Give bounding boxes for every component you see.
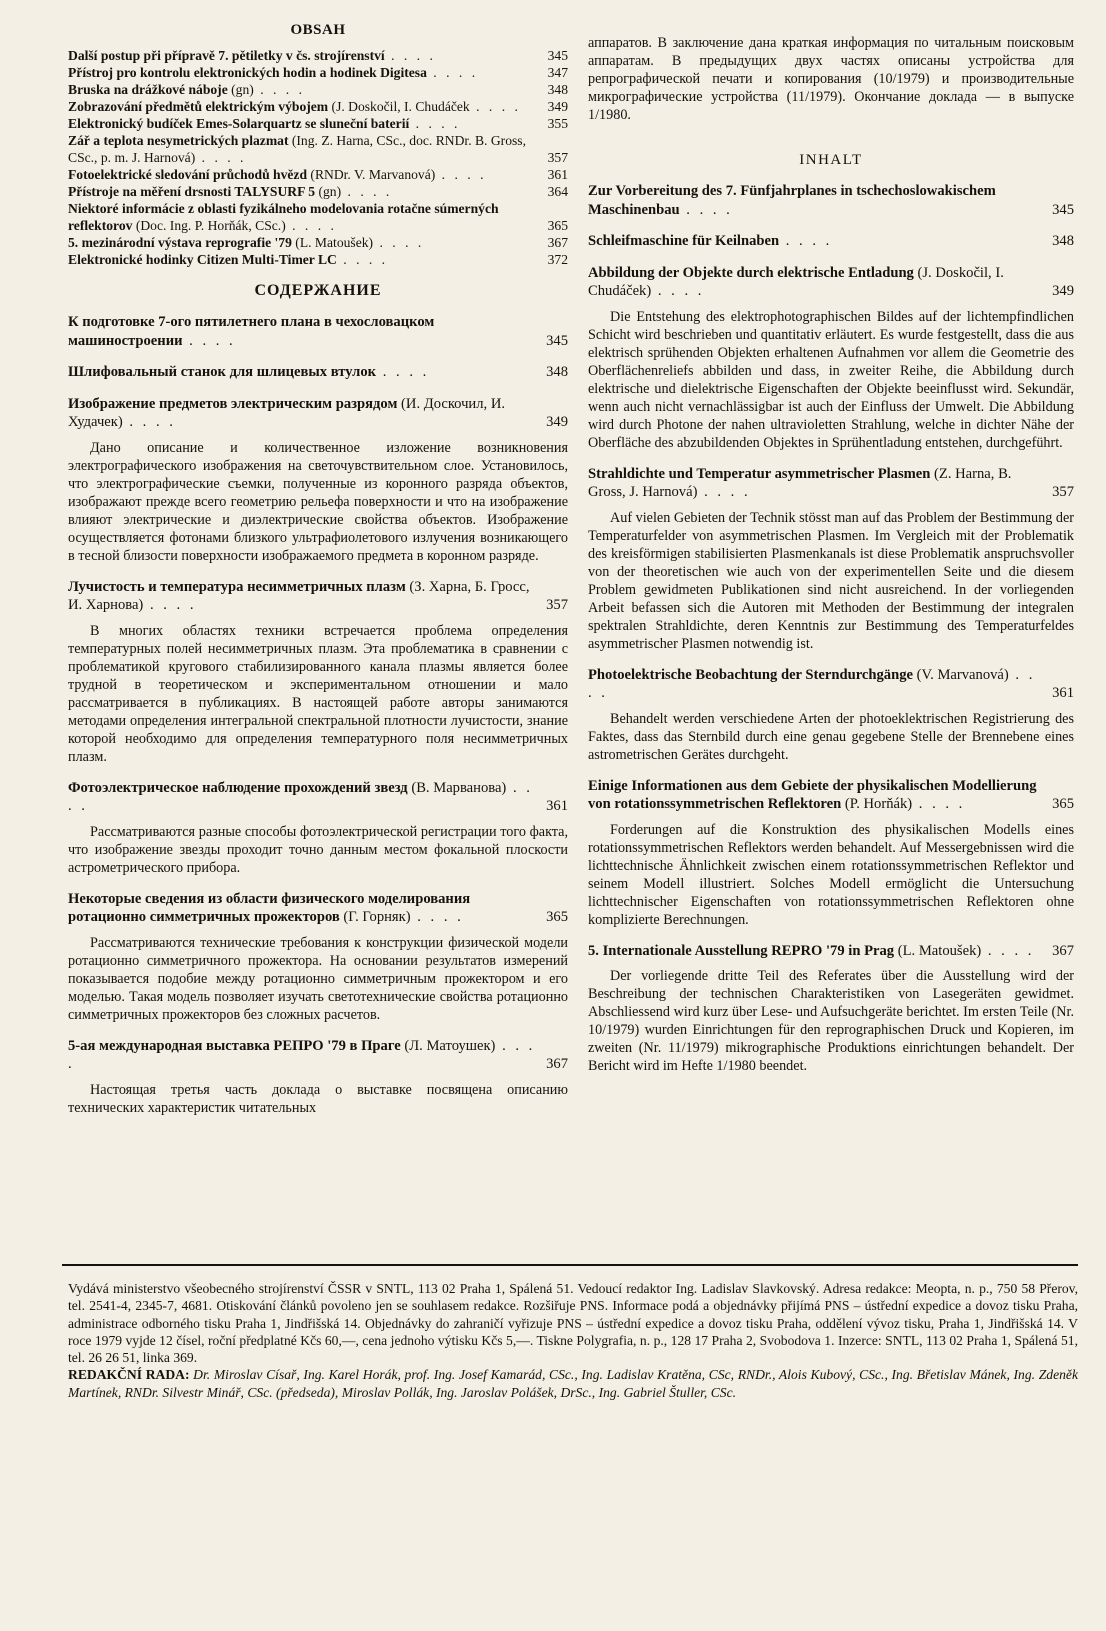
entry-title: Elektronické hodinky Citizen Multi-Timer LC	[68, 252, 337, 267]
entry-title: Fotoelektrické sledování průchodů hvězd	[68, 167, 308, 182]
entry-abstract: Forderungen auf die Konstruktion des physikalischen Modells eines rotationssymmetrischen Reflektors werden behandelt. Auf Messergebnissen wird die lichttechnische Ähnlichkeit zwischen einem rotationssymmetrischen Reflektor und seinem Modell illustriert. Solches Modell ermöglicht die Untersuchung lichttechnischer Eigenschaften von rotationssymmetrischen Reflektoren ohne komplizierte Berechnungen.	[588, 821, 1074, 928]
entry-page-number: 361	[1052, 685, 1074, 701]
entry-title: Schleifmaschine für Keilnaben	[588, 233, 780, 249]
entry-title: Abbildung der Objekte durch elektrische Entladung	[588, 264, 914, 281]
toc-entry	[588, 182, 1074, 219]
entry-page-number: 357	[1052, 484, 1074, 500]
entry-page-number: 348	[546, 364, 568, 380]
leader-dots: . . . .	[376, 364, 430, 380]
imprint-footer	[68, 1280, 1078, 1401]
leader-dots: . . . .	[697, 484, 751, 500]
leader-dots: . . . .	[373, 235, 425, 250]
toc-entry	[588, 666, 1074, 703]
soderzhanie-list	[68, 313, 568, 1117]
toc-entry	[68, 132, 568, 166]
entry-author: (gn)	[227, 82, 254, 97]
toc-entry	[588, 465, 1074, 502]
entry-author: (Ing. Z. Harna, CSc., doc. RNDr. B. Gross, CSc., p. m. J. Harnová)	[68, 133, 526, 165]
inhalt-heading: INHALT	[799, 152, 863, 168]
leader-dots: . . . .	[779, 233, 833, 249]
entry-page-number: 367	[547, 235, 568, 250]
entry-author: (V. Marvanová)	[912, 666, 1009, 683]
leader-dots: . . . .	[409, 116, 461, 131]
entry-title: Лучистость и температура несимметричных плазм	[68, 578, 406, 595]
entry-abstract: Дано описание и количественное изложение возникновения электрографического изображения на светочувствительном слое. Установилось, что электрографические съемки, полученные из коронного разряда объектов, изображают прежде всего геометрию рельефа поверхности и что на изображение влияют электрические и диэлектрические свойства объектов. Изображение осуществляется фотонами близкого ультрафиолетового излучения возникающего в тесной близости поверхности изображаемого предмета в коронном разряде.	[68, 439, 568, 564]
leader-dots: . . . .	[435, 167, 487, 182]
entry-author: (В. Марванова)	[407, 779, 507, 796]
leader-dots: . . . .	[122, 414, 176, 430]
entry-title: Некоторые сведения из области физического моделирования ротационно симметричных прожекторов	[68, 890, 471, 925]
entry-title: Přístroje na měření drsnosti TALYSURF 5	[68, 184, 316, 199]
entry-author: (Z. Harna, B. Gross, J. Harnová)	[588, 465, 1012, 500]
continued-abstract: аппаратов. В заключение дана краткая информация по читальным поисковым аппаратам. В предыдущих двух частях описаны устройства для репрографической печати и копирования (10/1979) и производительные микрографические устройства (11/1979). Окончание доклада — в выпуске 1/1980.	[588, 35, 1074, 123]
toc-entry	[68, 313, 568, 350]
entry-page-number: 357	[547, 150, 568, 165]
entry-title: Einige Informationen aus dem Gebiete der physikalischen Modellierung von rotationssymmetrischen Reflektoren	[588, 777, 1037, 812]
leader-dots: . . . .	[182, 332, 236, 349]
toc-entry	[588, 777, 1074, 814]
leader-dots: . . . .	[195, 150, 247, 165]
entry-page-number: 348	[1052, 233, 1074, 249]
toc-entry	[68, 395, 568, 432]
imprint-text: Vydává ministerstvo všeobecného strojírenství ČSSR v SNTL, 113 02 Praha 1, Spálená 51. Vedoucí redaktor Ing. Ladislav Slavkovský. Adresa redakce: Meopta, n. p., 750 58 Přerov, tel. 2541-4, 2345-7, 4681. Otiskování článků povoleno jen se souhlasem redakce. Rozšiřuje PNS. Informace podá a objednávky přijímá PNS – ústřední expedice a dovoz tisku Praha, administrace odborného tisku Praha 1, Jindřišská 14. Objednávky do zahraničí vyřizuje PNS – ústřední expedice a dovoz tisku Praha, oddělení vývoz tisku, Praha 1, Jindřišská 14. V roce 1979 vyjde 12 čísel, roční předplatné Kčs 60,—, cena jednoho výtisku Kčs 5,—. Tiskne Polygrafia, n. p., 128 17 Praha 2, Svobodova 1. Inzerce: SNTL, 113 02 Praha 1, Spálená 51, tel. 26 26 51, linka 369.	[68, 1281, 1078, 1366]
entry-abstract: Der vorliegende dritte Teil des Referates über die Ausstellung wird der Beschreibung der technischen Charakteristiken von Lasegeräten gewidmet. Abschliessend wird kurz über Lese- und Aufsuchgeräte berichtet. Im ersten Teile (Nr. 10/1979) wurden Einrichtungen für den reprographischen Druck und Kopieren, im zweiten (Nr. 11/1979) mikrographische Produktions einrichtungen behandelt. Der Bericht wird im Hefte 1/1980 beendet.	[588, 968, 1074, 1074]
entry-author: (Л. Матоушек)	[400, 1037, 496, 1054]
entry-abstract: Die Entstehung des elektrophotographischen Bildes auf der lichtempfindlichen Schicht wird beschrieben und quantitativ erläutert. Es wurde festgestellt, dass die aus elektrisch sprühenden Objekten erhaltenen Aufnahmen vor allem die Geometrie des Oberflächenreliefs abbilden und dass, in zweiter Reihe, die Abbildung durch elektrische und dielektrische Eigenschaften der Objekte beeinflusst wird. Sekundär, wenn auch nicht vernachlässigbar ist auch der Einfluss der Umwelt. Die Abbildung wird durch Photone der nahen ultravioletten Strahlung, welche in dichter Nähe der Oberfläche des abzubildenden Objektes in Sprühentladung entstehen, durchgeführt.	[588, 308, 1074, 451]
entry-title: Zobrazování předmětů elektrickým výbojem	[68, 99, 329, 114]
entry-author: (P. Horňák)	[841, 796, 913, 812]
entry-page-number: 365	[546, 909, 568, 925]
editorial-board	[68, 1367, 1078, 1399]
entry-author: (И. Доскочил, И. Худачек)	[68, 395, 506, 430]
entry-title: Niektoré informácie z oblasti fyzikálneho modelovania rotačne súmerných reflektorov	[68, 201, 499, 233]
entry-page-number: 355	[547, 116, 568, 131]
entry-page-number: 365	[547, 218, 568, 233]
leader-dots: . . . .	[341, 184, 393, 199]
footer-divider	[62, 1264, 1078, 1266]
entry-author: (Г. Горняк)	[339, 909, 411, 925]
entry-title: Zář a teplota nesymetrických plazmat	[68, 133, 289, 148]
entry-title: Bruska na drážkové náboje	[68, 82, 228, 97]
toc-entry	[588, 232, 1074, 251]
entry-title: Zur Vorbereitung des 7. Fünfjahrplanes in tschechoslowakischem Maschinenbau	[588, 183, 996, 218]
entry-abstract: Behandelt werden verschiedene Arten der photoeklektrischen Registrierung des Faktes, dass das Sternbild durch eine genau gegebene Stelle der Brennebene eines astrometrischen Gerätes durchgeht.	[588, 710, 1074, 763]
toc-entry	[68, 98, 568, 115]
entry-author: (J. Doskočil, I. Chudáček	[328, 99, 470, 114]
toc-entry	[68, 166, 568, 183]
leader-dots: . . . .	[253, 82, 305, 97]
entry-title: Фотоэлектрическое наблюдение прохождений звезд	[68, 779, 408, 796]
leader-dots: . . . .	[679, 201, 733, 218]
entry-page-number: 367	[546, 1056, 568, 1072]
entry-title: Изображение предметов электрическим разрядом	[68, 395, 398, 412]
leader-dots: . . . .	[285, 218, 337, 233]
leader-dots: . . . .	[651, 283, 705, 299]
entry-abstract: Auf vielen Gebieten der Technik stösst man auf das Problem der Bestimmung der Temperaturfelder von asymmetrischen Plasmen. Im Vergleich mit der Problematik des kreisförmigen stabilisierten Plasmenkanals ist diese Problematik anspruchsvoller von der theoretischen wie auch von der experimentellen Seite und die diesem Problem gewidmeten Publikationen sind nicht ausreichend. In der vorliegenden Arbeit befassen sich die Autoren mit Methoden der Bestimmung der integralen spektralen Strahldichte, deren Kenntnis zur Bestimmung des Temperaturfeldes asymmetrischer Plasmen notwendig ist.	[588, 509, 1074, 652]
right-column	[588, 34, 1074, 1075]
entry-page-number: 348	[547, 82, 568, 97]
entry-page-number: 349	[547, 99, 568, 114]
entry-page-number: 367	[1052, 942, 1074, 959]
entry-abstract: Рассматриваются разные способы фотоэлектрической регистрации того факта, что изображение звезды проходит точно данным местом фокальной плоскости астрометрического прибора.	[68, 823, 568, 876]
entry-title: К подготовке 7-ого пятилетнего плана в чехословацком машиностроении	[68, 314, 435, 349]
toc-entry	[68, 363, 568, 382]
leader-dots: . . . .	[912, 796, 966, 812]
leader-dots: . . . .	[384, 48, 436, 63]
toc-entry	[68, 578, 568, 615]
soderzhanie-heading: СОДЕРЖАНИЕ	[254, 282, 382, 299]
toc-entry	[588, 942, 1074, 961]
entry-author: (RNDr. V. Marvanová)	[307, 167, 436, 182]
entry-page-number: 372	[547, 252, 568, 267]
leader-dots: . . . .	[410, 909, 464, 925]
inhalt-list	[588, 182, 1074, 1075]
toc-entry	[68, 779, 568, 816]
entry-title: Photoelektrische Beobachtung der Sterndurchgänge	[588, 666, 913, 683]
entry-title: Strahldichte und Temperatur asymmetrischer Plasmen	[588, 465, 931, 482]
entry-page-number: 361	[547, 167, 568, 182]
entry-author: (L. Matoušek)	[894, 942, 982, 959]
entry-title: Přístroj pro kontrolu elektronických hodin a hodinek Digitesa	[68, 65, 427, 80]
toc-entry	[68, 1037, 568, 1074]
entry-page-number: 349	[1052, 283, 1074, 299]
toc-entry	[588, 264, 1074, 301]
editorial-board-label: REDAKČNÍ RADA:	[68, 1367, 190, 1383]
entry-title: 5. Internationale Ausstellung REPRO '79 in Prag	[588, 942, 895, 959]
leader-dots: . . . .	[68, 1037, 536, 1072]
editorial-board-members: Dr. Miroslav Císař, Ing. Karel Horák, prof. Ing. Josef Kamarád, CSc., Ing. Ladislav Kratěna, CSc, RNDr., Alois Kubový, CSc., Ing. Břetislav Mánek, Ing. Zdeněk Martínek, RNDr. Silvestr Minář, CSc. (předseda), Miroslav Pollák, Ing. Jaroslav Polášek, DrSc., Ing. Gabriel Štuller, CSc.	[68, 1367, 1078, 1400]
left-column	[68, 22, 568, 1117]
toc-entry	[68, 115, 568, 132]
leader-dots: . . . .	[336, 252, 389, 267]
entry-page-number: 345	[1052, 201, 1074, 218]
leader-dots: . . . .	[68, 779, 533, 814]
entry-page-number: 345	[547, 48, 568, 63]
entry-author: (L. Matoušek)	[291, 235, 374, 250]
entry-abstract: Рассматриваются технические требования к конструкции физической модели ротационно симметричного прожектора. На основании результатов измерений показывается подобие между ротационно симметричным прожектором и его моделью. Такая модель позволяет изучать светотехнические свойства ротационно симметричных прожекторов без сложных расчетов.	[68, 934, 568, 1023]
entry-abstract: В многих областях техники встречается проблема определения температурных полей несимметричных плазм. Эта проблематика в сравнении с проблематикой кругового стабилизированного канала плазмы является более трудной в теоретическом и экспериментальном отношении и мало рассматривается в публикациях. В настоящей работе авторы занимаются методами определения интегральной спектральной плотности лучистости, знание которой необходимо для определения температурного поля несимметричных плазм.	[68, 622, 568, 765]
entry-title: 5-ая международная выставка РЕПРО '79 в Праге	[68, 1037, 401, 1054]
toc-entry	[68, 890, 568, 927]
entry-abstract: Настоящая третья часть доклада о выставке посвящена описанию технических характеристик читательных	[68, 1081, 568, 1116]
obsah-list	[68, 47, 568, 268]
entry-author: (З. Харна, Б. Гросс, И. Харнова)	[68, 578, 530, 613]
leader-dots: . . . .	[143, 597, 197, 613]
toc-entry	[68, 200, 568, 234]
leader-dots: . . . .	[588, 666, 1036, 701]
toc-entry	[68, 234, 568, 251]
entry-title: Шлифовальный станок для шлицевых втулок	[68, 364, 377, 380]
leader-dots: . . . .	[981, 942, 1035, 959]
entry-author: (Doc. Ing. P. Horňák, CSc.)	[132, 218, 286, 233]
entry-page-number: 364	[547, 184, 568, 199]
entry-page-number: 345	[546, 332, 568, 349]
entry-page-number: 357	[546, 597, 568, 613]
entry-page-number: 347	[547, 65, 568, 80]
toc-entry	[68, 81, 568, 98]
entry-page-number: 349	[546, 414, 568, 430]
entry-page-number: 365	[1052, 796, 1074, 812]
obsah-heading: OBSAH	[290, 22, 346, 38]
entry-title: 5. mezinárodní výstava reprografie '79	[68, 235, 292, 250]
entry-title: Další postup při přípravě 7. pětiletky v čs. strojírenství	[68, 48, 385, 63]
entry-page-number: 361	[546, 798, 568, 814]
toc-entry	[68, 183, 568, 200]
entry-author: (gn)	[315, 184, 342, 199]
leader-dots: . . . .	[426, 65, 479, 80]
entry-author: (J. Doskočil, I. Chudáček)	[588, 264, 1004, 299]
leader-dots: . . . .	[469, 99, 521, 114]
toc-entry	[68, 64, 568, 81]
toc-entry	[68, 251, 568, 268]
toc-entry	[68, 47, 568, 64]
entry-title: Elektronický budíček Emes-Solarquartz se sluneční baterií	[68, 116, 410, 131]
